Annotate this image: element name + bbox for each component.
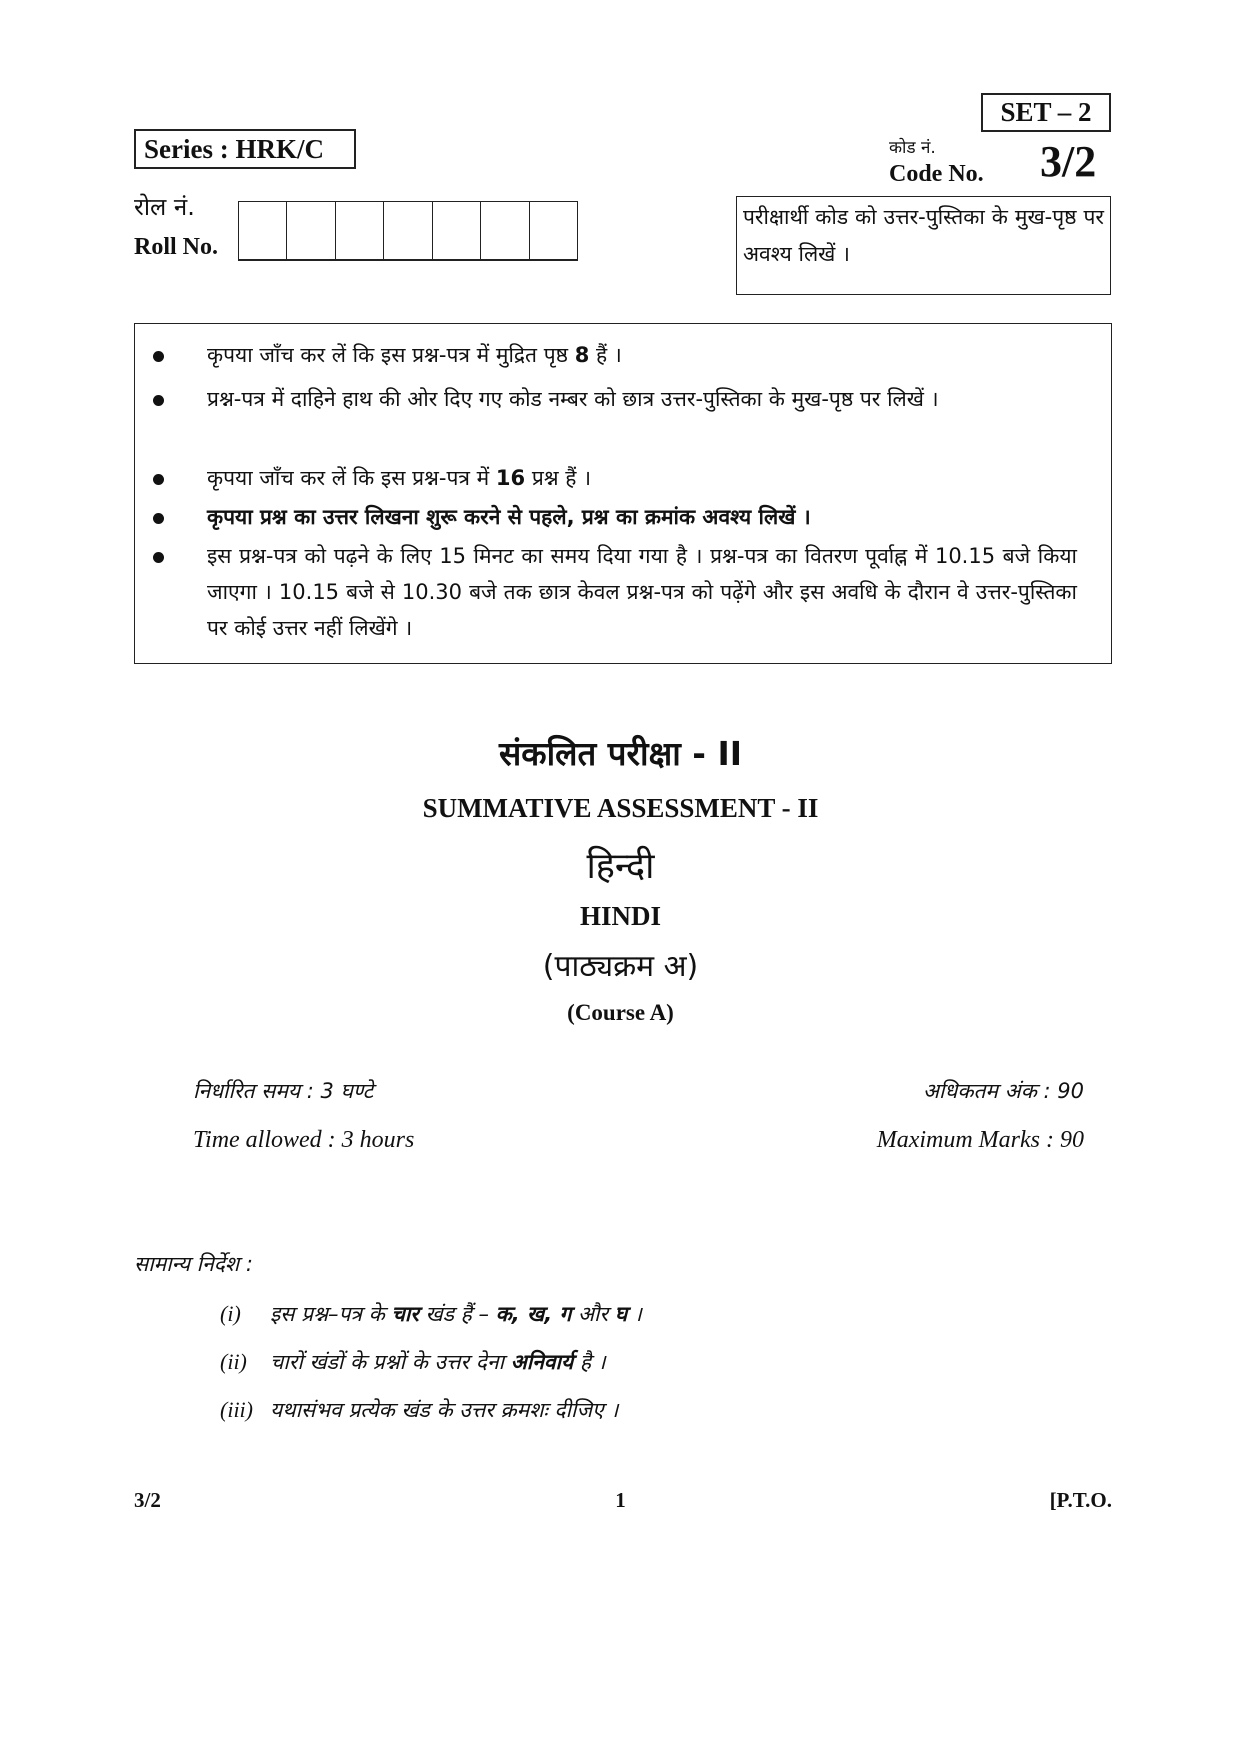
series-label: Series : HRK/C (134, 129, 356, 169)
code-value: 3/2 (1040, 137, 1097, 186)
item-text: यथासंभव प्रत्येक खंड के उत्तर क्रमशः दीजिए । (270, 1398, 619, 1422)
footer-code: 3/2 (134, 1488, 161, 1512)
instruction-strong: 8 (574, 343, 590, 367)
exam-title-hindi: संकलित परीक्षा - II (498, 734, 743, 773)
instruction-strong: 16 (495, 466, 526, 490)
time-allowed-hindi: निर्धारित समय : 3 घण्टे (193, 1079, 374, 1103)
bullet-icon (153, 351, 164, 362)
page-number: 1 (615, 1488, 626, 1512)
roll-label-english: Roll No. (134, 234, 218, 260)
instruction-text: कृपया जाँच कर लें कि इस प्रश्न-पत्र में (207, 466, 496, 490)
item-text: । (627, 1302, 642, 1326)
code-label-hindi: कोड नं. (889, 138, 936, 158)
set-label: SET – 2 (981, 93, 1111, 132)
item-number: (iii) (220, 1397, 253, 1422)
max-marks-english: Maximum Marks : 90 (876, 1127, 1084, 1153)
code-note-box: परीक्षार्थी कोड को उत्तर-पुस्तिका के मुख-पृष्ठ पर अवश्य लिखें । (736, 196, 1111, 295)
roll-underline (238, 259, 578, 261)
instruction-item (207, 538, 1077, 646)
bullet-icon (153, 552, 164, 563)
item-text: है । (573, 1350, 606, 1374)
general-instruction-item (220, 1396, 618, 1424)
subject-english: HINDI (579, 901, 661, 931)
item-text: खंड हैं – (418, 1302, 496, 1326)
item-text: और (571, 1302, 615, 1326)
instruction-text: प्रश्न-पत्र में दाहिने हाथ की ओर दिए गए कोड नम्बर को छात्र उत्तर-पुस्तिका के मुख-पृष्ठ पर लिखें । (207, 387, 939, 411)
roll-digit-box[interactable] (239, 202, 287, 260)
time-allowed-english: Time allowed : 3 hours (193, 1127, 415, 1153)
roll-digit-box[interactable] (530, 202, 577, 260)
instructions-box (134, 323, 1112, 664)
item-strong: क, ख, ग (495, 1302, 572, 1326)
instruction-item (207, 337, 1077, 373)
exam-title-english: SUMMATIVE ASSESSMENT - II (422, 793, 819, 823)
item-number: (ii) (220, 1349, 247, 1374)
roll-digit-box[interactable] (433, 202, 481, 260)
bullet-icon (153, 474, 164, 485)
general-instruction-item (220, 1348, 606, 1376)
bullet-icon (153, 395, 164, 406)
roll-number-boxes[interactable] (238, 201, 578, 260)
subject-hindi: हिन्दी (586, 846, 655, 887)
instruction-text: कृपया जाँच कर लें कि इस प्रश्न-पत्र में मुद्रित पृष्ठ (207, 343, 575, 367)
item-text: चारों खंडों के प्रश्नों के उत्तर देना (270, 1350, 511, 1374)
item-text: इस प्रश्न–पत्र के (270, 1302, 392, 1326)
roll-digit-box[interactable] (384, 202, 432, 260)
instruction-text: हैं । (589, 343, 622, 367)
pto-label: [P.T.O. (1049, 1488, 1112, 1512)
item-strong: चार (391, 1302, 419, 1326)
instruction-text: कृपया प्रश्न का उत्तर लिखना शुरू करने से पहले, प्रश्न का क्रमांक अवश्य लिखें । (207, 505, 811, 529)
course-hindi: (पाठ्यक्रम अ) (542, 949, 699, 984)
course-english: (Course A) (567, 1000, 674, 1025)
item-strong: घ (614, 1302, 628, 1326)
instruction-item (207, 381, 1077, 417)
instruction-item (207, 499, 1077, 535)
roll-digit-box[interactable] (481, 202, 529, 260)
instruction-text: इस प्रश्न-पत्र को पढ़ने के लिए 15 मिनट का समय दिया गया है । प्रश्न-पत्र का वितरण पूर्वाह्न में 10.15 बजे किया जाएगा । 10.15 बजे से 10.30 बजे तक छात्र केवल प्रश्न-पत्र को पढ़ेंगे और इस अवधि के दौरान वे उत्तर-पुस्तिका पर कोई उत्तर नहीं लिखेंगे । (207, 544, 1077, 640)
max-marks-hindi: अधिकतम अंक : 90 (922, 1079, 1084, 1103)
code-label-english: Code No. (889, 161, 984, 187)
instruction-item (207, 460, 1077, 496)
instruction-text: प्रश्न हैं । (525, 466, 592, 490)
roll-digit-box[interactable] (336, 202, 384, 260)
roll-label-hindi: रोल नं. (134, 193, 195, 221)
general-instruction-item (220, 1300, 642, 1328)
roll-digit-box[interactable] (287, 202, 335, 260)
item-number: (i) (220, 1301, 241, 1326)
general-instructions-title: सामान्य निर्देश : (134, 1252, 253, 1276)
bullet-icon (153, 513, 164, 524)
item-strong: अनिवार्य (510, 1350, 574, 1374)
